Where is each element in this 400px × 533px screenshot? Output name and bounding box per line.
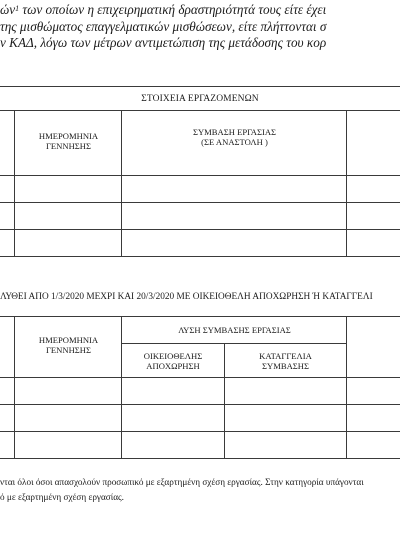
table2-col-divider	[121, 316, 122, 458]
table2-row-line	[0, 404, 400, 405]
table1-col-divider	[121, 110, 122, 256]
table2-birthdate-header: ΗΜΕΡΟΜΗΝΙΑ ΓΕΝΝΗΣΗΣ	[38, 335, 99, 355]
table2-bottom-border	[0, 458, 400, 459]
intro-line-3: ν ΚΑΔ, λόγω των μέτρων αντιμετώπιση της μετάδοσης του κορ	[0, 35, 327, 50]
table2-col-divider	[224, 343, 225, 458]
table1-row-line	[0, 202, 400, 203]
table1-row-line	[0, 175, 400, 176]
table1-birthdate-header: ΗΜΕΡΟΜΗΝΙΑ ΓΕΝΝΗΣΗΣ	[38, 131, 99, 151]
table1-contract-header: ΣΥΜΒΑΣΗ ΕΡΓΑΣΙΑΣ (ΣΕ ΑΝΑΣΤΟΛΗ )	[192, 127, 277, 147]
table2-top-border	[0, 316, 400, 317]
table2-voluntary-header: ΟΙΚΕΙΟΘΕΛΗΣ ΑΠΟΧΩΡΗΣΗ	[143, 351, 203, 371]
table1-bottom-border	[0, 256, 400, 257]
table1-col-divider	[346, 110, 347, 256]
footnote-ref: 1	[15, 4, 20, 13]
table2-termination-header: ΛΥΣΗ ΣΥΜΒΑΣΗΣ ΕΡΓΑΣΙΑΣ	[178, 325, 291, 335]
table2-row-line	[0, 377, 400, 378]
table1-header-top	[0, 110, 400, 111]
table2-dismissal-header: ΚΑΤΑΓΓΕΛΙΑ ΣΥΜΒΑΣΗΣ	[259, 351, 312, 371]
footnote-line-1: νται όλοι όσοι απασχολούν προσωπικό με εξαρτημένη σχέση εργασίας. Στην κατηγορία υπάγονται	[0, 477, 364, 487]
table1-row-line	[0, 229, 400, 230]
table1-title: ΣΤΟΙΧΕΙΑ ΕΡΓΑΖΟΜΕΝΩΝ	[141, 94, 259, 104]
footnote-line-2: ό με εξαρτημένη σχέση εργασίας.	[0, 492, 124, 502]
intro-line-1: $ώ\nu^1$ των οποίων η επιχειρηματική δραστηριότητά τους είτε έχει	[0, 2, 327, 17]
table2-subheader-line	[122, 343, 346, 344]
intro-line-2: της μισθώματος επαγγελματικών μισθώσεων, είτε πλήττονται σ	[0, 18, 327, 34]
section2-title: ΛΥΘΕΙ ΑΠΟ 1/3/2020 ΜΕΧΡΙ ΚΑΙ 20/3/2020 ΜΕ ΟΙΚΕΙΟΘΕΛΗ ΑΠΟΧΩΡΗΣΗ Ή ΚΑΤΑΓΓΕΛΙ	[0, 292, 373, 302]
table1-top-border	[0, 86, 400, 87]
table2-col-divider	[346, 316, 347, 458]
intro-paragraph	[0, 2, 400, 52]
table1-col-divider	[14, 110, 15, 256]
table2-row-line	[0, 431, 400, 432]
table2-col-divider	[14, 316, 15, 458]
